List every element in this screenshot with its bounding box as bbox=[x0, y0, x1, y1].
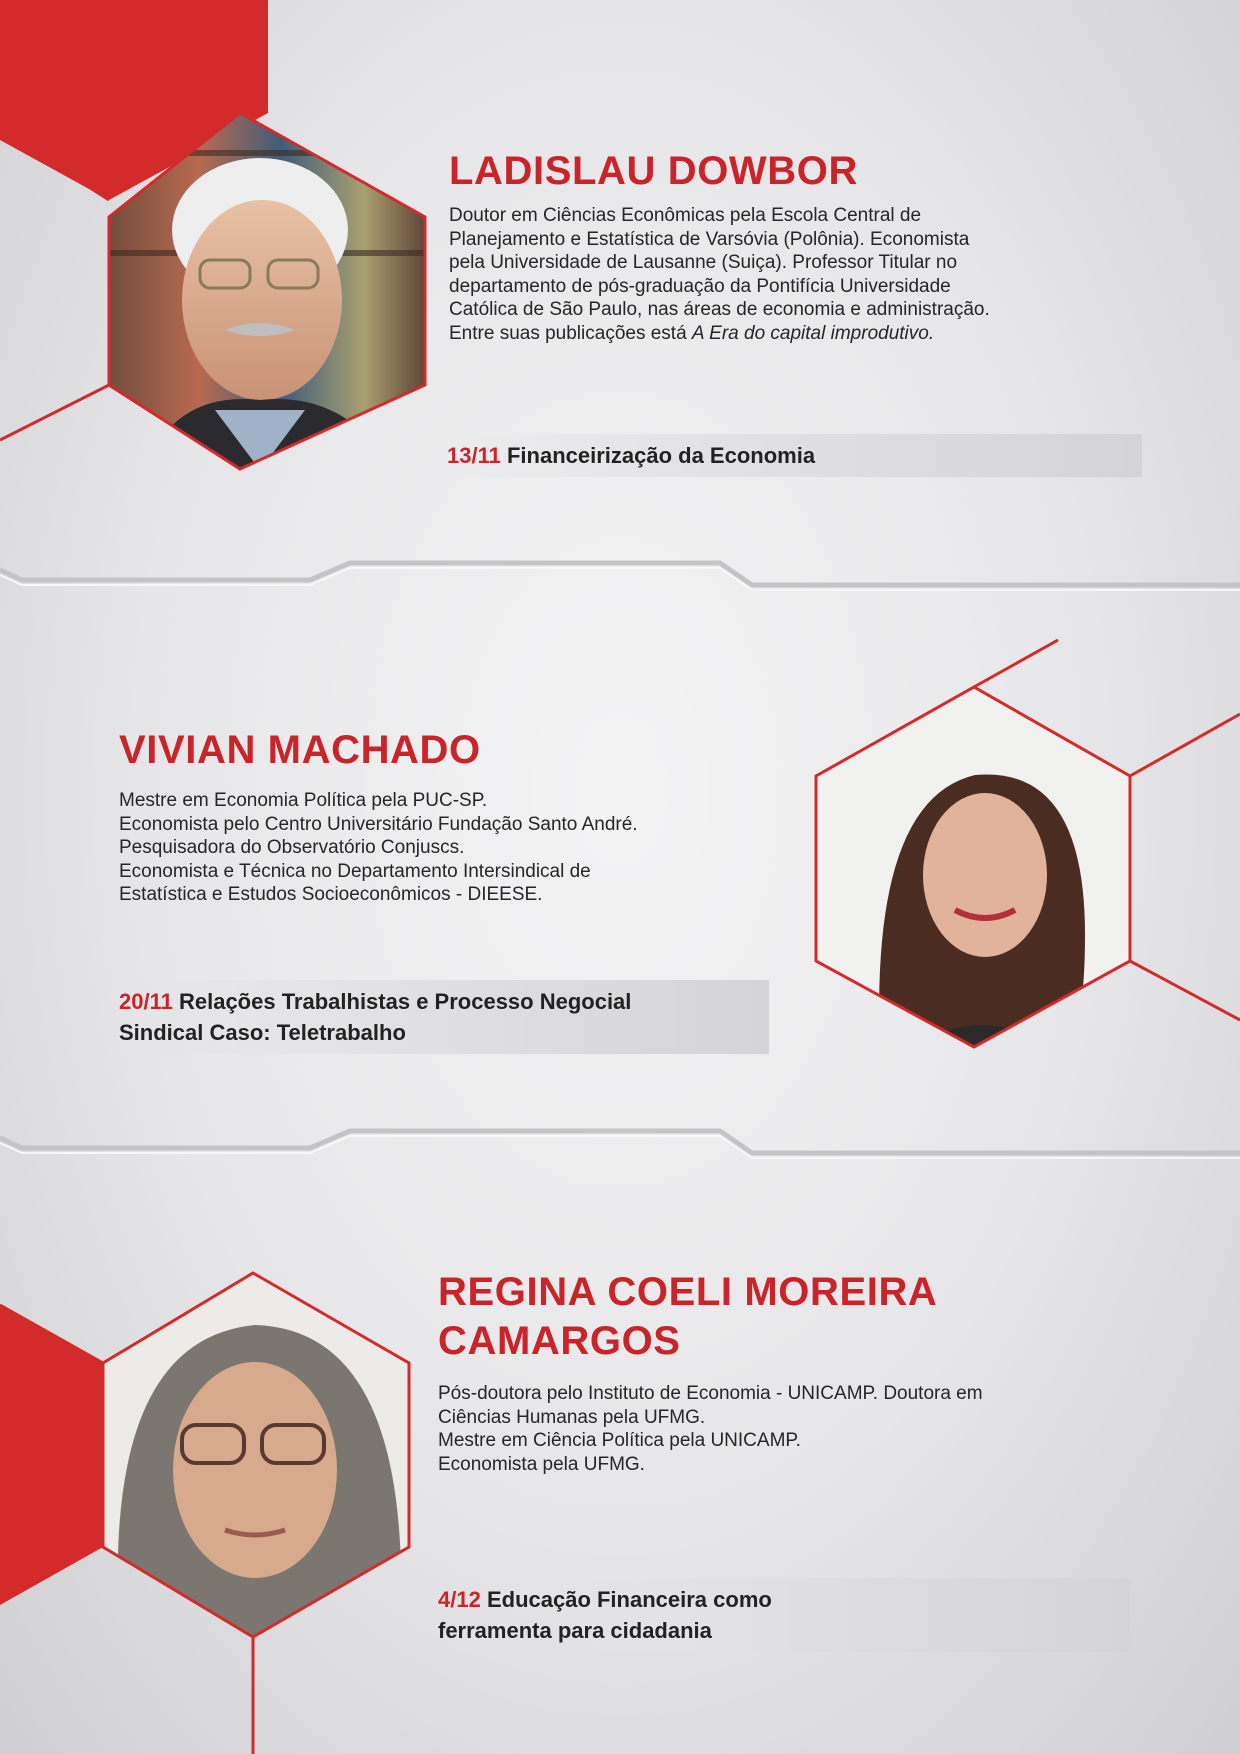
bio-line: departamento de pós-graduação da Pontifícia Universidade bbox=[449, 275, 951, 297]
speaker-name bbox=[438, 1268, 983, 1366]
bio-line: pela Universidade de Lausanne (Suiça). Professor Titular no bbox=[449, 252, 958, 273]
session-title: Educação Financeira como bbox=[486, 1587, 772, 1612]
speaker-name-line2: CAMARGOS bbox=[438, 1319, 681, 1363]
bio-line: Doutor em Ciências Econômicas pela Escola Central de bbox=[449, 205, 922, 226]
session-line bbox=[447, 440, 1132, 471]
bio-line: Católica de São Paulo, nas áreas de economia e administração. bbox=[449, 299, 990, 320]
session-banner bbox=[119, 980, 769, 1054]
bio-line bbox=[449, 322, 990, 346]
session-title-line2: ferramenta para cidadania bbox=[438, 1618, 712, 1643]
red-hex-block-bottom bbox=[0, 1305, 103, 1605]
bio-line: Economista pelo Centro Universitário Fundação Santo André. bbox=[119, 813, 638, 835]
bio-line: Planejamento e Estatística de Varsóvia (Polônia). Economista bbox=[449, 228, 970, 250]
session-date: 13/11 bbox=[447, 443, 501, 468]
bio-line: Estatística e Estudos Socioeconômicos - DIEESE. bbox=[119, 884, 543, 905]
session-date: 20/11 bbox=[119, 989, 173, 1014]
bio-text: Entre suas publicações está bbox=[449, 322, 692, 344]
session-line bbox=[119, 986, 759, 1017]
speaker-name-line1: REGINA COELI MOREIRA bbox=[438, 1270, 938, 1314]
book-title: A Era do capital improdutivo. bbox=[691, 322, 935, 344]
speaker-name: VIVIAN MACHADO bbox=[119, 728, 481, 772]
photo-regina-coeli bbox=[100, 1270, 420, 1640]
session-line bbox=[438, 1584, 1120, 1615]
session-banner bbox=[447, 434, 1142, 477]
bio-line: Economista e Técnica no Departamento Intersindical de bbox=[119, 860, 591, 882]
speaker-ladislau-dowbor bbox=[449, 148, 990, 345]
speaker-name: LADISLAU DOWBOR bbox=[449, 149, 858, 193]
photo-vivian-machado bbox=[810, 680, 1140, 1060]
speaker-vivian-machado bbox=[119, 727, 638, 907]
session-date: 4/12 bbox=[438, 1587, 481, 1612]
session-title-line2: Sindical Caso: Teletrabalho bbox=[119, 1020, 406, 1045]
bio-line: Mestre em Ciência Política pela UNICAMP. bbox=[438, 1430, 801, 1451]
session-title: Relações Trabalhistas e Processo Negocial bbox=[178, 989, 632, 1014]
speaker-bio bbox=[438, 1382, 983, 1476]
speaker-bio bbox=[119, 789, 638, 907]
bio-line: Pós-doutora pelo Instituto de Economia - UNICAMP. Doutora em bbox=[438, 1383, 983, 1404]
bio-line: Ciências Humanas pela UFMG. bbox=[438, 1406, 706, 1428]
separator-line bbox=[0, 563, 1240, 585]
session-banner bbox=[438, 1578, 1130, 1652]
speaker-bio bbox=[449, 204, 990, 345]
bio-line: Pesquisadora do Observatório Conjuscs. bbox=[119, 837, 465, 858]
session-title: Financeirização da Economia bbox=[506, 443, 816, 468]
bio-line: Economista pela UFMG. bbox=[438, 1453, 645, 1475]
bio-line: Mestre em Economia Política pela PUC-SP. bbox=[119, 790, 488, 811]
speaker-regina-coeli bbox=[438, 1268, 983, 1476]
